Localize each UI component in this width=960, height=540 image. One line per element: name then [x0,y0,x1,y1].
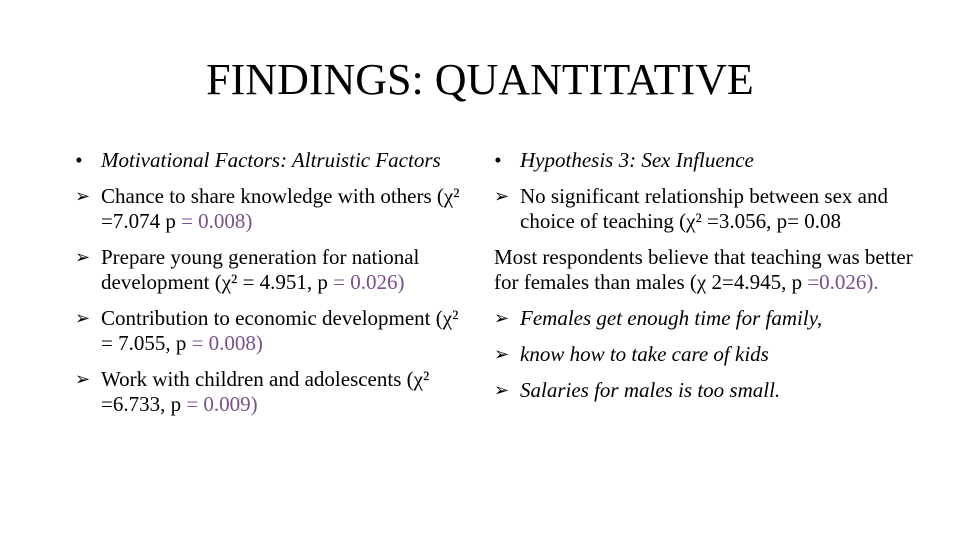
list-item [494,306,914,331]
right-column [494,148,914,414]
list-item [75,306,475,356]
stat-value: =0.026). [807,270,879,294]
paragraph-text: Most respondents believe that teaching was better for females than males (χ 2=4.945, p [494,245,913,294]
page-title: FINDINGS: QUANTITATIVE [206,55,754,104]
list-item-text: No significant relationship between sex and choice of teaching (χ² =3.056, p= 0.08 [520,184,888,233]
left-heading-text: Motivational Factors: Altruistic Factors [101,148,441,172]
arrow-bullet-icon: ➢ [75,247,91,268]
arrow-bullet-icon: ➢ [75,186,91,207]
list-item-text: Work with children and adolescents (χ² =6.733, p [101,367,430,416]
list-item [494,184,914,234]
list-item-text: Females get enough time for family, [520,306,823,330]
list-item [75,367,475,417]
left-heading [75,148,475,173]
right-heading [494,148,914,173]
list-item-text: Prepare young generation for national development (χ² = 4.951, p [101,245,420,294]
list-item-text: know how to take care of kids [520,342,769,366]
stat-value: = 0.008) [191,331,263,355]
arrow-bullet-icon: ➢ [494,344,510,365]
bullet-icon: • [494,148,502,172]
finding-paragraph [494,245,914,295]
list-item-text: Salaries for males is too small. [520,378,781,402]
left-column [75,148,475,428]
right-heading-text: Hypothesis 3: Sex Influence [520,148,754,172]
arrow-bullet-icon: ➢ [75,369,91,390]
stat-value: = 0.008) [181,209,253,233]
arrow-bullet-icon: ➢ [494,308,510,329]
arrow-bullet-icon: ➢ [494,186,510,207]
stat-value: = 0.009) [186,392,258,416]
arrow-bullet-icon: ➢ [75,308,91,329]
bullet-icon: • [75,148,83,172]
list-item [494,342,914,367]
list-item [75,245,475,295]
list-item-text: Chance to share knowledge with others (χ² =7.074 p [101,184,460,233]
list-item [75,184,475,234]
list-item [494,378,914,403]
stat-value: = 0.026) [333,270,405,294]
list-item-text: Contribution to economic development (χ² = 7.055, p [101,306,459,355]
arrow-bullet-icon: ➢ [494,380,510,401]
